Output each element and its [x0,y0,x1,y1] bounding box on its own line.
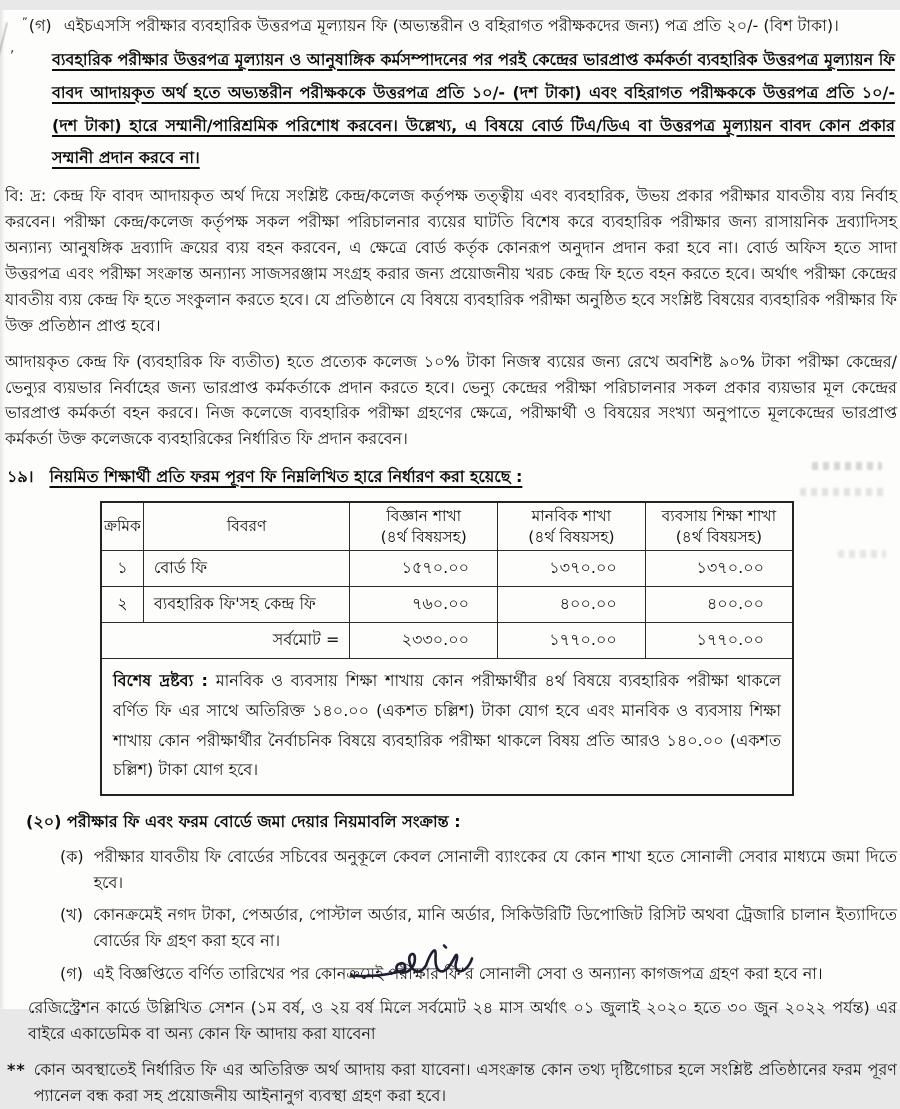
nb-paragraph: বি: দ্র: কেন্দ্র ফি বাবদ আদায়কৃত অর্থ দিয়ে সংশ্লিষ্ট কেন্দ্র/কলেজ কর্তৃপক্ষ তত্ত্বীয় এবং ব্যবহারিক, উভয় প্রকার পরীক্ষার যাবতীয় ব্যয় নির্বাহ করবেন। পরীক্ষা কেন্দ্র/কলেজ কর্তৃপক্ষ সকল পরীক্ষা পরিচালনার ব্যয়ের ঘাটতি বিশেষ করে ব্যবহারিক পরীক্ষার জন্য রাসায়নিক দ্রব্যাদিসহ অন্যান্য আনুষঙ্গিক দ্রব্যাদি ক্রয়ের ব্যয় বহন করবেন, এ ক্ষেত্রে বোর্ড কর্তৃক কোনরূপ অনুদান প্রদান করা হবে না। বোর্ড অফিস হতে সাদা উত্তরপত্র এবং পরীক্ষা সংক্রান্ত অন্যান্য সাজসরঞ্জাম সংগ্রহ করার জন্য প্রয়োজনীয় খরচ কেন্দ্র ফি হতে বহন করতে হবে। অর্থাৎ পরীক্ষা কেন্দ্রের যাবতীয় ব্যয় কেন্দ্র ফি হতে সংকুলান করতে হবে। যে প্রতিষ্ঠানে যে বিষয়ে ব্যবহারিক পরীক্ষা অনুষ্ঠিত হবে সংশ্লিষ্ট বিষয়ের ব্যবহারিক পরীক্ষার ফি উক্ত প্রতিষ্ঠান প্রাপ্ত হবে। [5,186,897,335]
signature-svg [348,938,488,996]
practical-fee-underlined-paragraph: ব্যবহারিক পরীক্ষার উত্তরপত্র মূল্যায়ন ও আনুষাঙ্গিক কর্মসম্পাদনের পর পরই কেন্দ্রের ভারপ্রাপ্ত কর্মকর্তা ব্যবহারিক উত্তরপত্র মূল্যায়ন ফি বাবদ আদায়কৃত অর্থ হতে অভ্যন্তরীন পরীক্ষককে উত্তরপত্র প্রতি ১০/- (দশ টাকা) এবং বহিরাগত পরীক্ষককে উত্তরপত্র প্রতি ১০/- (দশ টাকা) হারে সম্মানী/পারিশ্রমিক পরিশোধ করবেন। উল্লেখ্য, এ বিষয়ে বোর্ড টিএ/ডিএ বা উত্তরপত্র মূল্যায়ন বাবদ কোন প্রকার সম্মানী প্রদান করবে না। [52,50,895,168]
sub-item-ga-label: (গ) [60,964,83,984]
sub-item-kha-text: কোনক্রমেই নগদ টাকা, পেঅর্ডার, পোস্টাল অর্ডার, মানি অর্ডার, সিকিউরিটি ডিপোজিট রিসিট অথবা ট্রেজারি চালান ইত্যাদিতে বোর্ডের ফি গ্রহণ করা হবে না। [93,905,897,951]
scanned-notice-page [0,10,900,1105]
scan-edge-mark [0,22,8,55]
header-description-title: বিবরণ [226,517,267,536]
sub-item-ka-text: পরীক্ষার যাবতীয় ফি বোর্ডের সচিবের অনুকূলে কেবল সোনালী ব্যাংকের যে কোন শাখা হতে সোনালী সেবার মাধ্যমে জমা দিতে হবে। [93,846,897,892]
item-19-number: ১৯। [7,467,34,487]
sub-item-ga-text: এই বিজ্ঞপ্তিতে বর্ণিত তারিখের পর কোনক্রমেই পরীক্ষার ফি'র সোনালী সেবা ও অন্যান্য কাগজপত্র গ্রহণ করা হবে না। [92,964,823,984]
stray-ink-tick: ˮ [22,14,28,28]
header-business [645,502,793,551]
header-science-title: বিজ্ঞান শাখা [386,506,462,525]
header-science-subtitle: (৪র্থ বিষয়সহ) [380,527,467,546]
warning-text: কোন অবস্থাতেই নির্ধারিত ফি এর অতিরিক্ত অর্থ আদায় করা যাবেনা। এসংক্রান্ত কোন তথ্য দৃষ্টিগোচর হলে সংশ্লিষ্ট প্রতিষ্ঠানের ফরম পূরণ প্যানেল বন্ধ করা সহ প্রয়োজনীয় আইনানুগ ব্যবস্থা গ্রহণ করা হবে। [33,1060,897,1105]
warning-paragraph [7,1057,897,1109]
item-19 [7,462,896,492]
item-19-heading: নিয়মিত শিক্ষার্থী প্রতি ফরম পূরণ ফি নিম্নলিখিত হারে নির্ধারণ করা হয়েছে : [49,467,523,487]
fee-table-note [101,659,793,795]
cell-business-amount: ৪০০.০০ [645,587,793,623]
clause-g-number: (গ) [28,16,52,35]
sub-item-ka-label: (ক) [60,846,84,866]
header-serial [101,502,143,551]
warning-marker: ** [7,1060,26,1079]
note-label: বিশেষ দ্রষ্টব্য : [113,671,208,691]
note-text: মানবিক ও ব্যবসায় শিক্ষা শাখায় কোন পরীক্ষার্থীর ৪র্থ বিষয়ে ব্যবহারিক পরীক্ষা থাকলে বর্ণিত ফি এর সাথে অতিরিক্ত ১৪০.০০ (একশত চল্লিশ) টাকা যোগ হবে এবং মানবিক ও ব্যবসায় শিক্ষা শাখায় কোন পরীক্ষার্থীর নৈর্বাচনিক বিষয়ে ব্যবহারিক পরীক্ষা থাকলে বিষয় প্রতি আরও ১৪০.০০ (একশত চল্লিশ) টাকা যোগ হবে। [113,671,781,780]
clause-g-label [22,10,52,42]
clause-g [22,10,894,42]
item-20-heading: (২০) পরীক্ষার ফি এবং ফরম বোর্ডে জমা দেয়ার নিয়মাবলি সংক্রান্ত : [26,811,461,831]
center-fee-paragraph: আদায়কৃত কেন্দ্র ফি (ব্যবহারিক ফি ব্যতীত) হতে প্রত্যেক কলেজ ১০% টাকা নিজস্ব ব্যয়ের জন্য রেখে অবশিষ্ট ৯০% টাকা পরীক্ষা কেন্দ্রের/ভেন্যুর ব্যয়ভার নির্বাহের জন্য ভারপ্রাপ্ত কর্মকর্তাকে প্রদান করতে হবে। ভেন্যু কেন্দ্রের পরীক্ষা পরিচালনার সকল প্রকার ব্যয়ভার মূল কেন্দ্রের ভারপ্রাপ্ত কর্মকর্তা বহন করবে। নিজ কলেজে ব্যবহারিক পরীক্ষা গ্রহণের ক্ষেত্রে, পরীক্ষার্থী ও বিষয়ের সংখ্যা অনুপাতে মূলকেন্দ্রের ভারপ্রাপ্ত কর্মকর্তা উক্ত কলেজকে ব্যবহারিকের নির্ধারিত ফি প্রদান করবেন। [5,351,897,449]
sub-item-ka [60,844,897,896]
header-business-title: ব্যবসায় শিক্ষা শাখা [661,506,777,525]
cell-total-science: ২৩৩০.০০ [350,623,498,659]
cell-description: বোর্ড ফি [143,551,350,587]
cell-total-humanities: ১৭৭০.০০ [498,623,646,659]
cell-description: ব্যবহারিক ফি'সহ কেন্দ্র ফি [143,587,350,623]
fee-row-centre-fee [101,587,793,623]
cell-serial: ২ [101,587,143,623]
cell-science-amount: ৭৬০.০০ [350,587,498,623]
cell-serial: ১ [101,551,143,587]
header-science [350,502,498,551]
header-humanities-title: মানবিক শাখা [531,506,612,525]
cell-total-label: সর্বমোট = [101,623,350,659]
cell-total-business: ১৭৭০.০০ [645,623,793,659]
cell-humanities-amount: ১৩৭০.০০ [498,551,646,587]
header-humanities [498,502,646,551]
header-description [143,502,350,551]
scan-ghosting [838,550,886,558]
fee-note-row [101,659,793,795]
header-business-subtitle: (৪র্থ বিষয়সহ) [675,527,762,546]
header-humanities-subtitle: (৪র্থ বিষয়সহ) [528,527,615,546]
stray-ink-comma: , [10,40,15,56]
fee-table-header-row [101,502,793,551]
registration-session-paragraph: রেজিস্ট্রেশন কার্ডে উল্লিখিত সেশন (১ম বর্ষ, ও ২য় বর্ষ মিলে সর্বমোট ২৪ মাস অর্থাৎ ০১ জুলাই ২০২০ হতে ৩০ জুন ২০২২ পর্যন্ত) এর বাইরে একাডেমিক বা অন্য কোন ফি আদায় করা যাবেনা [28,998,897,1044]
sub-item-kha-label: (খ) [60,905,83,925]
cell-humanities-amount: ৪০০.০০ [498,587,646,623]
header-serial-title: ক্রমিক [104,517,141,536]
signature-scribble [348,938,488,996]
fee-row-board-fee [101,551,793,587]
cell-science-amount: ১৫৭০.০০ [350,551,498,587]
fee-total-row [101,623,793,659]
form-fillup-fee-table [100,501,794,796]
cell-business-amount: ১৩৭০.০০ [645,551,793,587]
clause-g-text: এইচএসসি পরীক্ষার ব্যবহারিক উত্তরপত্র মূল্যায়ন ফি (অভ্যন্তরীন ও বহিরাগত পরীক্ষকদের জন্য) পত্র প্রতি ২০/- (বিশ টাকা)। [63,16,839,35]
